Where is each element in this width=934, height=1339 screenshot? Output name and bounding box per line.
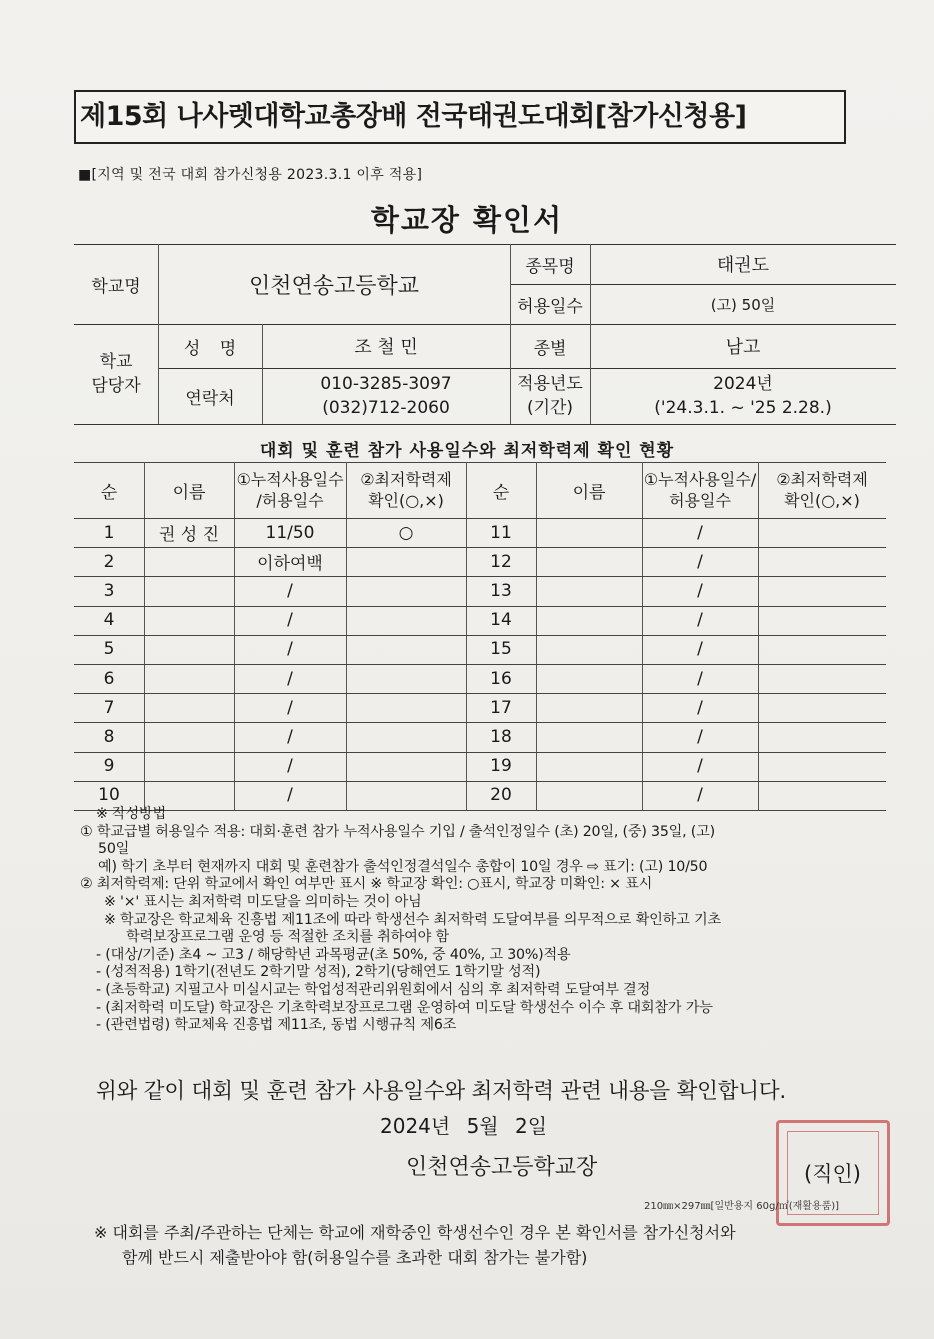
roster-cell-days: / [287,639,293,660]
roster-cell-days: / [697,726,703,747]
roster-cell-name [536,547,642,576]
roster-cell-name [536,693,642,722]
roster-cell-days: / [697,756,703,777]
header-days-left: ①누적사용일수 /허용일수 [236,470,344,510]
roster-cell-days: / [287,697,293,718]
confirmation-date: 2024년 5월 2일 [380,1114,548,1138]
school-name-label: 학교명 [91,276,141,297]
header-academic-left: ②최저학력제 확인(○,×) [360,470,452,510]
method-bullet: - (관련법령) 학교체육 진흥법 제11조, 동법 시행규칙 제6조 [96,1017,457,1034]
roster-cell-name: 권 성 진 [158,525,220,546]
competition-banner: 제15회 나사렛대학교총장배 전국태권도대회[참가신청용] [74,90,846,144]
phone-mobile: 010-3285-3097 [320,374,452,394]
principal-name: 인천연송고등학교장 [406,1155,598,1180]
roster-cell-academic [758,635,886,664]
roster-cell-academic [346,664,466,693]
year-label: 적용년도 (기간) [517,374,583,418]
roster-cell-academic [346,722,466,751]
roster-cell-no: 10 [98,785,120,806]
roster-cell-name [536,635,642,664]
roster-cell-academic [346,547,466,576]
method-example: 예) 학기 초부터 현재까지 대회 및 훈련참가 출석인정결석일수 총합이 10일 경우 ⇨ 표기: (고) 10/50 [98,858,708,875]
roster-cell-days: / [697,551,703,572]
roster-cell-no: 6 [103,668,115,689]
category-value: 남고 [725,337,761,358]
manager-label: 학교 담당자 [91,352,141,396]
roster-cell-academic [346,693,466,722]
roster-cell-no: 14 [490,610,512,631]
roster-cell-no: 18 [490,726,512,747]
roster-cell-name [536,606,642,635]
school-name-value: 인천연송고등학교 [248,273,420,299]
event-value: 태권도 [716,255,770,276]
roster-cell-no: 4 [103,610,115,631]
roster-cell-no: 8 [103,726,115,747]
roster-cell-no: 19 [490,756,512,777]
roster-cell-no: 9 [103,756,115,777]
roster-cell-no: 5 [103,639,115,660]
roster-cell-no: 7 [103,697,115,718]
roster-cell-academic: ○ [398,522,414,543]
method-bullet: - (초등학교) 지필고사 미실시교는 학업성적관리위원회에서 심의 후 최저학력 도달여부 결정 [96,981,651,998]
roster-subtitle: 대회 및 훈련 참가 사용일수와 최저학력제 확인 현황 [259,441,675,461]
roster-cell-days: 11/50 [265,522,315,543]
roster-cell-days: / [287,785,293,806]
roster-cell-academic [758,752,886,781]
roster-cell-name [536,664,642,693]
roster-cell-name [144,576,234,605]
roster-cell-academic [758,576,886,605]
roster-cell-days: / [697,668,703,689]
roster-cell-days: / [697,639,703,660]
roster-cell-name [144,606,234,635]
allowed-days-label: 허용일수 [517,296,583,317]
header-academic-right: ②최저학력제 확인(○,×) [776,470,868,510]
roster-cell-name [144,693,234,722]
method-heading: ※ 작성방법 [96,806,167,822]
roster-cell-no: 13 [490,580,512,601]
roster-cell-days: / [697,697,703,718]
roster-cell-no: 16 [490,668,512,689]
writing-method: ※ 작성방법 ① 학교급별 허용일수 적용: 대회·훈련 참가 누적사용일수 기입 / 출석인정일수 (초) 20일, (중) 35일, (고) 50일 예) 학기 초부터 현재까지 대회 및 훈련참가 출석인정결석일수 총합이 10일 경우 ⇨ 표기: (고) 10/50 ② 최저학력제: 단위 학교에서 확인 여부만 표시 ※ 학교장 확인: ○표시, 학교장 미확인: × 표시 ※ '×' 표시는 최저학력 미도달을 의미하는 것이 아님 ※ 학교장은 학교체육 진흥법 제11조에 따라 학생선수 최저학력 도달여부를 의무적으로 확인하고 기초 학력보장프로그램 운영 등 적절한 조치를 취하여야 함 - (대상/기준) 초4 ~ 고3 / 해당학년 과목평균(초 50%, 중 40%, 고 30%)적용 - (성적적용) 1학기(전년도 2학기말 성적), 2학기(당해연도 1학기말 성적) - (초등학교) 지필고사 미실시교는 학업성적관리위원회에서 심의 후 최저학력 도달여부 결정 - (최저학력 미도달) 학교장은 기초학력보장프로그램 운영하여 미도달 학생선수 이수 후 대회참가 가능 - (관련법령) 학교체육 진흥법 제11조, 동법 시행규칙 제6조 [80,806,880,1035]
document-title: 학교장 확인서 [370,203,564,237]
year-value: 2024년 ('24.3.1. ~ '25 2.28.) [654,374,832,418]
roster-cell-academic [346,606,466,635]
method-item-1: ① 학교급별 허용일수 적용: 대회·훈련 참가 누적사용일수 기입 / 출석인정일수 (초) 20일, (중) 35일, (고) [80,823,715,840]
roster-cell-no: 12 [490,551,512,572]
roster-cell-no: 11 [490,522,512,543]
seal-label: (직인) [804,1162,861,1186]
roster-cell-no: 1 [103,522,115,543]
roster-cell-academic [346,752,466,781]
roster-cell-academic [758,518,886,547]
allowed-days-value: (고) 50일 [710,295,776,314]
roster-cell-name [536,518,642,547]
header-name-right: 이름 [572,482,606,503]
roster-cell-no: 20 [490,785,512,806]
roster-cell-academic [758,547,886,576]
method-bullet: - (성적적용) 1학기(전년도 2학기말 성적), 2학기(당해연도 1학기말 성적) [96,964,541,981]
roster-cell-days: / [697,580,703,601]
manager-name-label: 성 명 [183,338,237,359]
roster-cell-days: / [287,756,293,777]
paper-spec: 210㎜×297㎜[일반용지 60g/㎡(재활용품)] [644,1201,840,1212]
roster-cell-no: 15 [490,639,512,660]
roster-cell-days: / [287,726,293,747]
roster-cell-academic [758,693,886,722]
roster-cell-name [144,722,234,751]
roster-cell-academic [346,635,466,664]
method-item-2: ② 최저학력제: 단위 학교에서 확인 여부만 표시 ※ 학교장 확인: ○표시, 학교장 미확인: × 표시 [80,876,653,893]
header-days-right: ①누적사용일수/ 허용일수 [643,470,757,510]
manager-name-value: 조 철 민 [354,337,418,358]
roster-cell-name [536,576,642,605]
roster-cell-name [536,752,642,781]
header-no-right: 순 [492,482,510,503]
roster-cell-name [144,547,234,576]
roster-cell-academic [758,606,886,635]
method-bullet: - (대상/기준) 초4 ~ 고3 / 해당학년 과목평균(초 50%, 중 40%, 고 30%)적용 [96,946,571,963]
roster-cell-days: / [287,610,293,631]
confirmation-statement: 위와 같이 대회 및 훈련 참가 사용일수와 최저학력 관련 내용을 확인합니다. [96,1079,787,1104]
roster-cell-name [144,664,234,693]
roster-cell-no: 3 [103,580,115,601]
roster-cell-days: / [287,668,293,689]
roster-cell-name [144,752,234,781]
roster-cell-academic [758,664,886,693]
roster-cell-no: 2 [103,551,115,572]
roster-cell-days: / [697,522,703,543]
roster-cell-name [536,722,642,751]
method-bullet: - (최저학력 미도달) 학교장은 기초학력보장프로그램 운영하여 미도달 학생선수 이수 후 대회참가 가능 [96,999,713,1016]
roster-cell-no: 17 [490,697,512,718]
header-name-left: 이름 [172,482,206,503]
roster-table [74,462,886,810]
event-label: 종목명 [525,256,575,277]
roster-cell-days: / [697,785,703,806]
roster-cell-days: / [287,580,293,601]
contact-value [262,368,510,424]
header-no-left: 순 [100,482,118,503]
roster-cell-academic [346,576,466,605]
phone-office: (032)712-2060 [322,398,450,418]
roster-cell-academic [758,722,886,751]
footer-note: ※ 대회를 주최/주관하는 단체는 학교에 재학중인 학생선수인 경우 본 확인서를 참가신청서와 함께 반드시 제출받아야 함(허용일수를 초과한 대회 참가는 불가함) [94,1223,736,1267]
info-table [74,244,896,424]
category-label: 종별 [533,338,567,359]
roster-cell-days: / [697,610,703,631]
roster-cell-days: 이하여백 [257,554,323,575]
contact-label: 연락처 [185,388,235,409]
roster-cell-name [144,635,234,664]
applicability-note: ■[지역 및 전국 대회 참가신청용 2023.3.1 이후 적용] [78,167,423,183]
